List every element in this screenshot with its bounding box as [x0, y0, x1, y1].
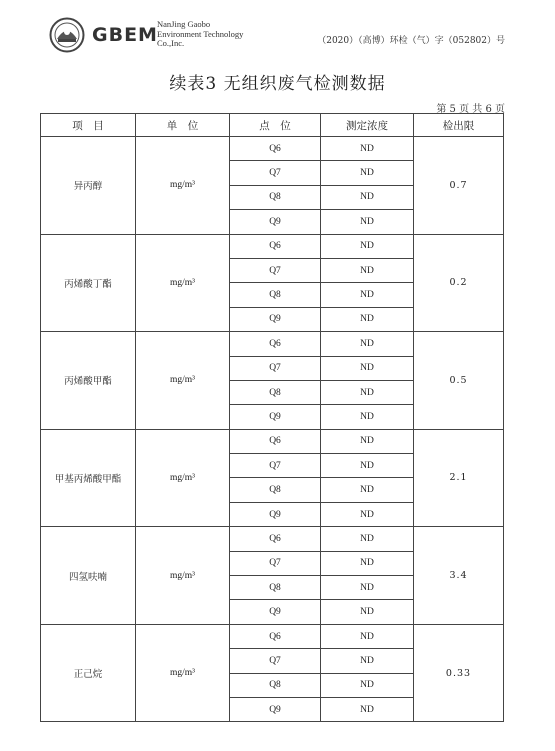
- point-cell: Q8: [230, 283, 321, 307]
- point-cell: Q8: [230, 478, 321, 502]
- concentration-cell: ND: [321, 210, 414, 234]
- detection-limit-cell: 2.1: [414, 429, 504, 527]
- point-cell: Q9: [230, 405, 321, 429]
- table-row: [41, 429, 504, 453]
- point-cell: Q6: [230, 429, 321, 453]
- detection-limit-cell: 0.33: [414, 624, 504, 722]
- data-table: [40, 113, 504, 722]
- point-cell: Q7: [230, 649, 321, 673]
- page-header: [0, 0, 555, 62]
- detection-limit-cell: 0.2: [414, 234, 504, 332]
- header-detection-limit: 检出限: [414, 114, 504, 137]
- header-item: 项 目: [41, 114, 136, 137]
- table-row: [41, 137, 504, 161]
- point-cell: Q8: [230, 380, 321, 404]
- brand-name: GBEM: [92, 24, 158, 46]
- point-cell: Q6: [230, 332, 321, 356]
- unit-cell: mg/m³: [136, 527, 230, 625]
- point-cell: Q7: [230, 258, 321, 282]
- unit-cell: mg/m³: [136, 234, 230, 332]
- header-unit: 单 位: [136, 114, 230, 137]
- item-name-cell: 甲基丙烯酸甲酯: [41, 429, 136, 527]
- header-concentration: 测定浓度: [321, 114, 414, 137]
- unit-cell: mg/m³: [136, 429, 230, 527]
- table-row: [41, 527, 504, 551]
- point-cell: Q6: [230, 137, 321, 161]
- concentration-cell: ND: [321, 600, 414, 624]
- table-row: [41, 624, 504, 648]
- point-cell: Q8: [230, 673, 321, 697]
- company-line-2: Environment Technology: [157, 28, 244, 39]
- concentration-cell: ND: [321, 673, 414, 697]
- concentration-cell: ND: [321, 258, 414, 282]
- report-number: （2020）（高博）环检（气）字（052802）号: [317, 36, 505, 46]
- item-name-cell: 丙烯酸甲酯: [41, 332, 136, 430]
- point-cell: Q9: [230, 210, 321, 234]
- concentration-cell: ND: [321, 161, 414, 185]
- table-row: [41, 332, 504, 356]
- unit-cell: mg/m³: [136, 332, 230, 430]
- point-cell: Q9: [230, 697, 321, 721]
- point-cell: Q9: [230, 502, 321, 526]
- point-cell: Q6: [230, 234, 321, 258]
- concentration-cell: ND: [321, 234, 414, 258]
- concentration-cell: ND: [321, 356, 414, 380]
- point-cell: Q7: [230, 161, 321, 185]
- point-cell: Q6: [230, 624, 321, 648]
- unit-cell: mg/m³: [136, 137, 230, 235]
- table-body: [41, 137, 504, 722]
- concentration-cell: ND: [321, 185, 414, 209]
- concentration-cell: ND: [321, 697, 414, 721]
- page-indicator: 第 5 页 共 6 页: [436, 104, 505, 115]
- point-cell: Q8: [230, 576, 321, 600]
- table-header-row: [41, 114, 504, 137]
- detection-limit-cell: 0.7: [414, 137, 504, 235]
- detection-limit-cell: 0.5: [414, 332, 504, 430]
- point-cell: Q7: [230, 551, 321, 575]
- point-cell: Q8: [230, 185, 321, 209]
- concentration-cell: ND: [321, 527, 414, 551]
- concentration-cell: ND: [321, 405, 414, 429]
- point-cell: Q9: [230, 600, 321, 624]
- item-name-cell: 异丙醇: [41, 137, 136, 235]
- concentration-cell: ND: [321, 478, 414, 502]
- concentration-cell: ND: [321, 429, 414, 453]
- header-point: 点 位: [230, 114, 321, 137]
- company-line-3: Co.,Inc.: [157, 38, 185, 48]
- concentration-cell: ND: [321, 137, 414, 161]
- item-name-cell: 四氢呋喃: [41, 527, 136, 625]
- point-cell: Q9: [230, 307, 321, 331]
- point-cell: Q7: [230, 356, 321, 380]
- concentration-cell: ND: [321, 649, 414, 673]
- item-name-cell: 丙烯酸丁酯: [41, 234, 136, 332]
- company-line-1: NanJing Gaobo: [157, 19, 211, 29]
- unit-cell: mg/m³: [136, 624, 230, 722]
- concentration-cell: ND: [321, 283, 414, 307]
- concentration-cell: ND: [321, 502, 414, 526]
- concentration-cell: ND: [321, 332, 414, 356]
- detection-limit-cell: 3.4: [414, 527, 504, 625]
- concentration-cell: ND: [321, 551, 414, 575]
- concentration-cell: ND: [321, 307, 414, 331]
- concentration-cell: ND: [321, 624, 414, 648]
- point-cell: Q6: [230, 527, 321, 551]
- page-title: 续表3 无组织废气检测数据: [169, 74, 386, 94]
- concentration-cell: ND: [321, 576, 414, 600]
- concentration-cell: ND: [321, 380, 414, 404]
- point-cell: Q7: [230, 454, 321, 478]
- concentration-cell: ND: [321, 454, 414, 478]
- company-name: [157, 20, 243, 49]
- item-name-cell: 正己烷: [41, 624, 136, 722]
- company-logo-icon: [49, 17, 85, 53]
- table-row: [41, 234, 504, 258]
